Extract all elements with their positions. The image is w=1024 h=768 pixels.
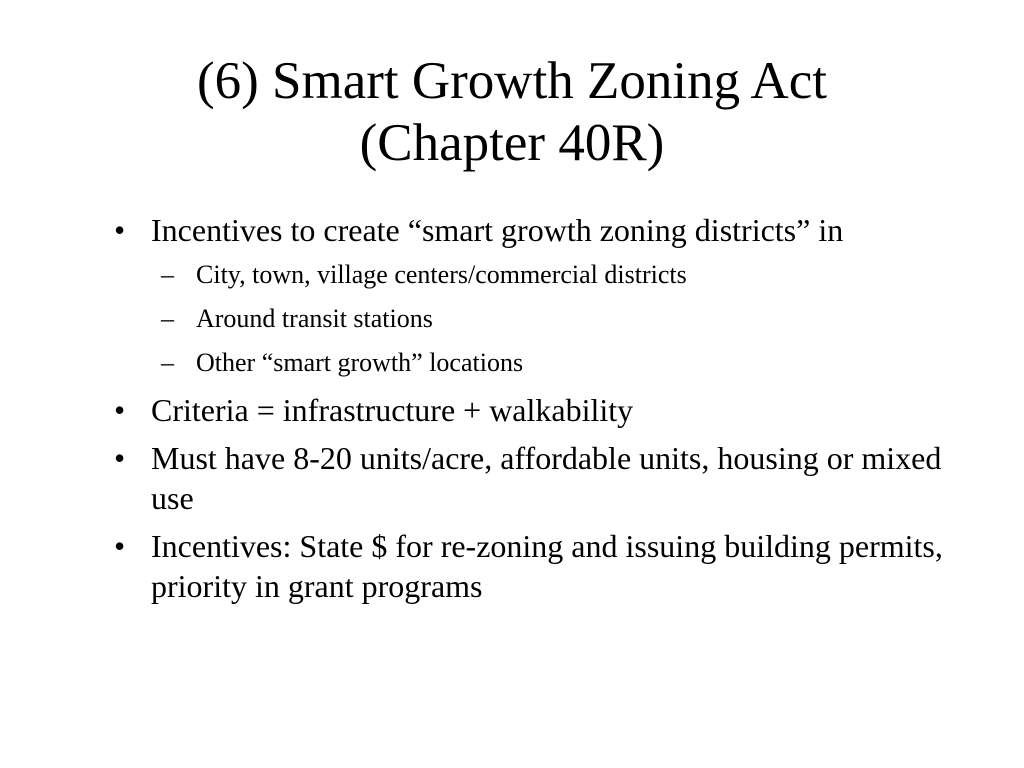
sub-bullet-text: Around transit stations [196, 304, 433, 333]
bullet-text: Must have 8-20 units/acre, affordable units, housing or mixed use [151, 440, 942, 516]
sub-bullet-marker: – [161, 348, 174, 377]
sub-bullet-item [110, 346, 970, 380]
sub-bullet-marker: – [161, 260, 174, 289]
bullet-text: Incentives: State $ for re-zoning and issuing building permits, priority in grant programs [151, 528, 943, 604]
bullet-item [110, 438, 970, 518]
bullet-text: Criteria = infrastructure + walkability [151, 392, 634, 428]
title-line-2: (Chapter 40R) [359, 114, 665, 172]
sub-bullet-text: City, town, village centers/commercial districts [196, 260, 687, 289]
bullet-item [110, 526, 970, 606]
sub-bullet-item [110, 302, 970, 336]
sub-bullet-marker: – [161, 304, 174, 333]
sub-bullet-text: Other “smart growth” locations [196, 348, 524, 377]
bullet-marker: • [114, 392, 126, 428]
bullet-text: Incentives to create “smart growth zoning districts” in [151, 212, 844, 248]
sub-bullet-item [110, 258, 970, 292]
bullet-marker: • [114, 528, 126, 564]
bullet-item [110, 210, 970, 250]
slide-body [110, 210, 970, 614]
bullet-marker: • [114, 212, 126, 248]
bullet-item [110, 390, 970, 430]
sub-bullet-list [110, 258, 970, 380]
bullet-marker: • [114, 440, 126, 476]
slide-title [0, 50, 1024, 174]
title-line-1: (6) Smart Growth Zoning Act [196, 52, 828, 110]
